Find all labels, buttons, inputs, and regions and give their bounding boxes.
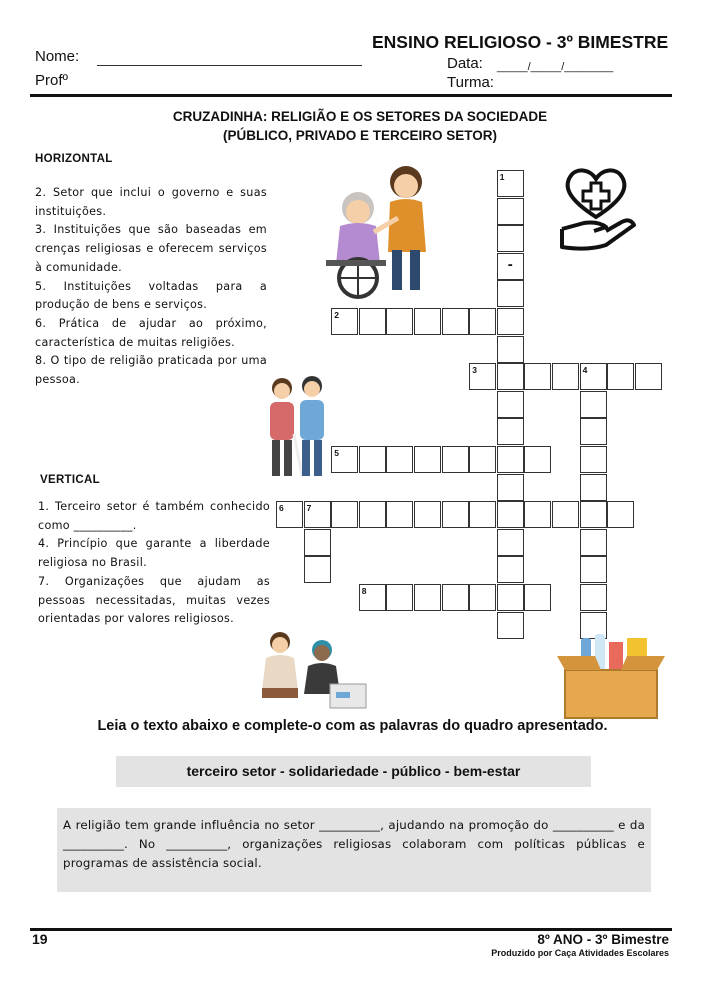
name-blank-line[interactable] xyxy=(97,65,362,66)
teacher-label: Profº xyxy=(35,72,68,89)
crossword-cell[interactable] xyxy=(276,501,303,528)
crossword-cell[interactable] xyxy=(635,363,662,390)
word-bank-text: terceiro setor - solidariedade - público - bem-estar xyxy=(186,763,521,779)
elderly-care-illustration xyxy=(318,160,436,300)
crossword-title-line2: (PÚBLICO, PRIVADO E TERCEIRO SETOR) xyxy=(222,128,498,143)
worksheet-title: ENSINO RELIGIOSO - 3º BIMESTRE xyxy=(372,32,669,52)
crossword-cell[interactable] xyxy=(469,363,496,390)
crossword-cell[interactable] xyxy=(359,308,386,335)
crossword-cell[interactable] xyxy=(414,501,441,528)
crossword-cell[interactable] xyxy=(414,584,441,611)
crossword-cell[interactable] xyxy=(359,446,386,473)
crossword-cell[interactable] xyxy=(497,501,524,528)
crossword-cell[interactable] xyxy=(524,363,551,390)
crossword-cell[interactable] xyxy=(497,308,524,335)
donation-box-illustration xyxy=(555,632,667,720)
clue-number: 4 xyxy=(582,365,588,376)
crossword-cell[interactable] xyxy=(442,584,469,611)
crossword-cell[interactable] xyxy=(580,474,607,501)
crossword-cell[interactable] xyxy=(331,446,358,473)
clue-v7: 7. Organizações que ajudam as pessoas necessitadas, muitas vezes orientadas por valores religiosos. xyxy=(38,574,270,626)
date-label: Data: xyxy=(447,55,483,72)
crossword-cell[interactable] xyxy=(524,446,551,473)
volunteers-helping-illustration xyxy=(250,628,368,710)
crossword-cell[interactable] xyxy=(386,308,413,335)
clue-number: 3 xyxy=(472,365,477,376)
crossword-cell[interactable] xyxy=(580,391,607,418)
crossword-cell[interactable] xyxy=(580,584,607,611)
clue-h8: 8. O tipo de religião praticada por uma pessoa. xyxy=(35,354,267,387)
clue-h2: 2. Setor que inclui o governo e suas instituições. xyxy=(35,186,267,218)
word-bank-box xyxy=(116,756,591,787)
vertical-heading: VERTICAL xyxy=(40,474,100,486)
date-blank[interactable]: _____/_____/________ xyxy=(497,61,614,73)
credit-label: Produzido por Caça Atividades Escolares xyxy=(491,948,669,958)
clue-number: 1 xyxy=(499,172,505,182)
crossword-cell[interactable] xyxy=(497,336,524,363)
crossword-cell[interactable] xyxy=(442,308,469,335)
crossword-cell[interactable] xyxy=(304,556,331,583)
crossword-cell[interactable] xyxy=(552,501,579,528)
footer-divider xyxy=(30,928,672,931)
grade-label: 8º ANO - 3º Bimestre xyxy=(537,932,669,947)
crossword-cell[interactable] xyxy=(331,501,358,528)
header-divider xyxy=(30,94,672,97)
crossword-cell[interactable] xyxy=(386,446,413,473)
crossword-cell[interactable] xyxy=(469,308,496,335)
crossword-cell[interactable] xyxy=(497,556,524,583)
crossword-cell[interactable] xyxy=(442,446,469,473)
crossword-cell[interactable] xyxy=(580,363,607,390)
clue-h3: 3. Instituições que são baseadas em crenças religiosas e oferecem serviços à comunidade. xyxy=(35,223,267,274)
crossword-cell[interactable] xyxy=(386,584,413,611)
crossword-cell[interactable] xyxy=(580,501,607,528)
clue-number: 8 xyxy=(361,586,367,596)
crossword-cell[interactable] xyxy=(580,418,607,445)
crossword-cell[interactable] xyxy=(331,308,358,335)
clue-number: 5 xyxy=(334,448,339,458)
crossword-cell[interactable] xyxy=(414,308,441,335)
crossword-cell[interactable] xyxy=(580,529,607,556)
crossword-cell[interactable] xyxy=(497,529,524,556)
crossword-cell[interactable] xyxy=(497,280,524,307)
crossword-cell[interactable] xyxy=(469,501,496,528)
clue-h5: 5. Instituições voltadas para a produção de bens e serviços. xyxy=(35,279,267,312)
crossword-cell[interactable] xyxy=(304,501,331,528)
crossword-cell[interactable] xyxy=(442,501,469,528)
crossword-cell[interactable] xyxy=(304,529,331,556)
fill-in-paragraph[interactable]: A religião tem grande influência no setor __________, ajudando na promoção do __________ e da __________. No __________, organizações religiosas colaboram com políticas públicas e programas de assistência social. xyxy=(63,818,645,870)
crossword-cell[interactable] xyxy=(386,501,413,528)
crossword-cell[interactable] xyxy=(524,501,551,528)
crossword-cell[interactable] xyxy=(607,501,634,528)
crossword-cell[interactable] xyxy=(607,363,634,390)
horizontal-heading: HORIZONTAL xyxy=(35,153,113,165)
crossword-cell[interactable] xyxy=(524,584,551,611)
crossword-cell[interactable] xyxy=(497,418,524,445)
vertical-clues xyxy=(38,498,270,629)
crossword-cell[interactable] xyxy=(497,446,524,473)
fill-in-text-box xyxy=(57,808,651,892)
clue-v1: 1. Terceiro setor é também conhecido como __________. xyxy=(38,500,270,532)
crossword-cell[interactable] xyxy=(359,501,386,528)
heart-hand-icon xyxy=(558,165,638,257)
clue-number: 2 xyxy=(334,310,339,320)
crossword-cell[interactable] xyxy=(497,170,524,197)
clue-number: 6 xyxy=(279,503,284,514)
clue-v4: 4. Princípio que garante a liberdade religiosa no Brasil. xyxy=(38,537,270,570)
horizontal-clues xyxy=(35,184,267,390)
name-label: Nome: xyxy=(35,48,80,65)
crossword-cell[interactable] xyxy=(469,584,496,611)
crossword-cell[interactable] xyxy=(497,391,524,418)
crossword-title xyxy=(120,107,600,145)
clue-number: 7 xyxy=(306,503,312,514)
page-number: 19 xyxy=(32,931,48,947)
hyphen-mark: - xyxy=(507,255,513,273)
crossword-cell[interactable] xyxy=(552,363,579,390)
crossword-cell[interactable] xyxy=(497,253,524,280)
class-label: Turma: xyxy=(447,74,494,91)
clue-h6: 6. Prática de ajudar ao próximo, característica de muitas religiões. xyxy=(35,316,267,349)
helping-blind-person-illustration xyxy=(264,374,332,480)
crossword-cell[interactable] xyxy=(580,446,607,473)
crossword-cell[interactable] xyxy=(497,474,524,501)
crossword-cell[interactable] xyxy=(497,198,524,225)
crossword-cell[interactable] xyxy=(359,584,386,611)
activity-instruction: Leia o texto abaixo e complete-o com as palavras do quadro apresentado. xyxy=(97,718,608,734)
crossword-cell[interactable] xyxy=(497,612,524,639)
crossword-cell[interactable] xyxy=(497,225,524,252)
crossword-cell[interactable] xyxy=(469,446,496,473)
crossword-title-line1: CRUZADINHA: RELIGIÃO E OS SETORES DA SOCIEDADE xyxy=(172,109,548,124)
crossword-cell[interactable] xyxy=(497,363,524,390)
crossword-cell[interactable] xyxy=(497,584,524,611)
crossword-cell[interactable] xyxy=(580,556,607,583)
crossword-cell[interactable] xyxy=(414,446,441,473)
